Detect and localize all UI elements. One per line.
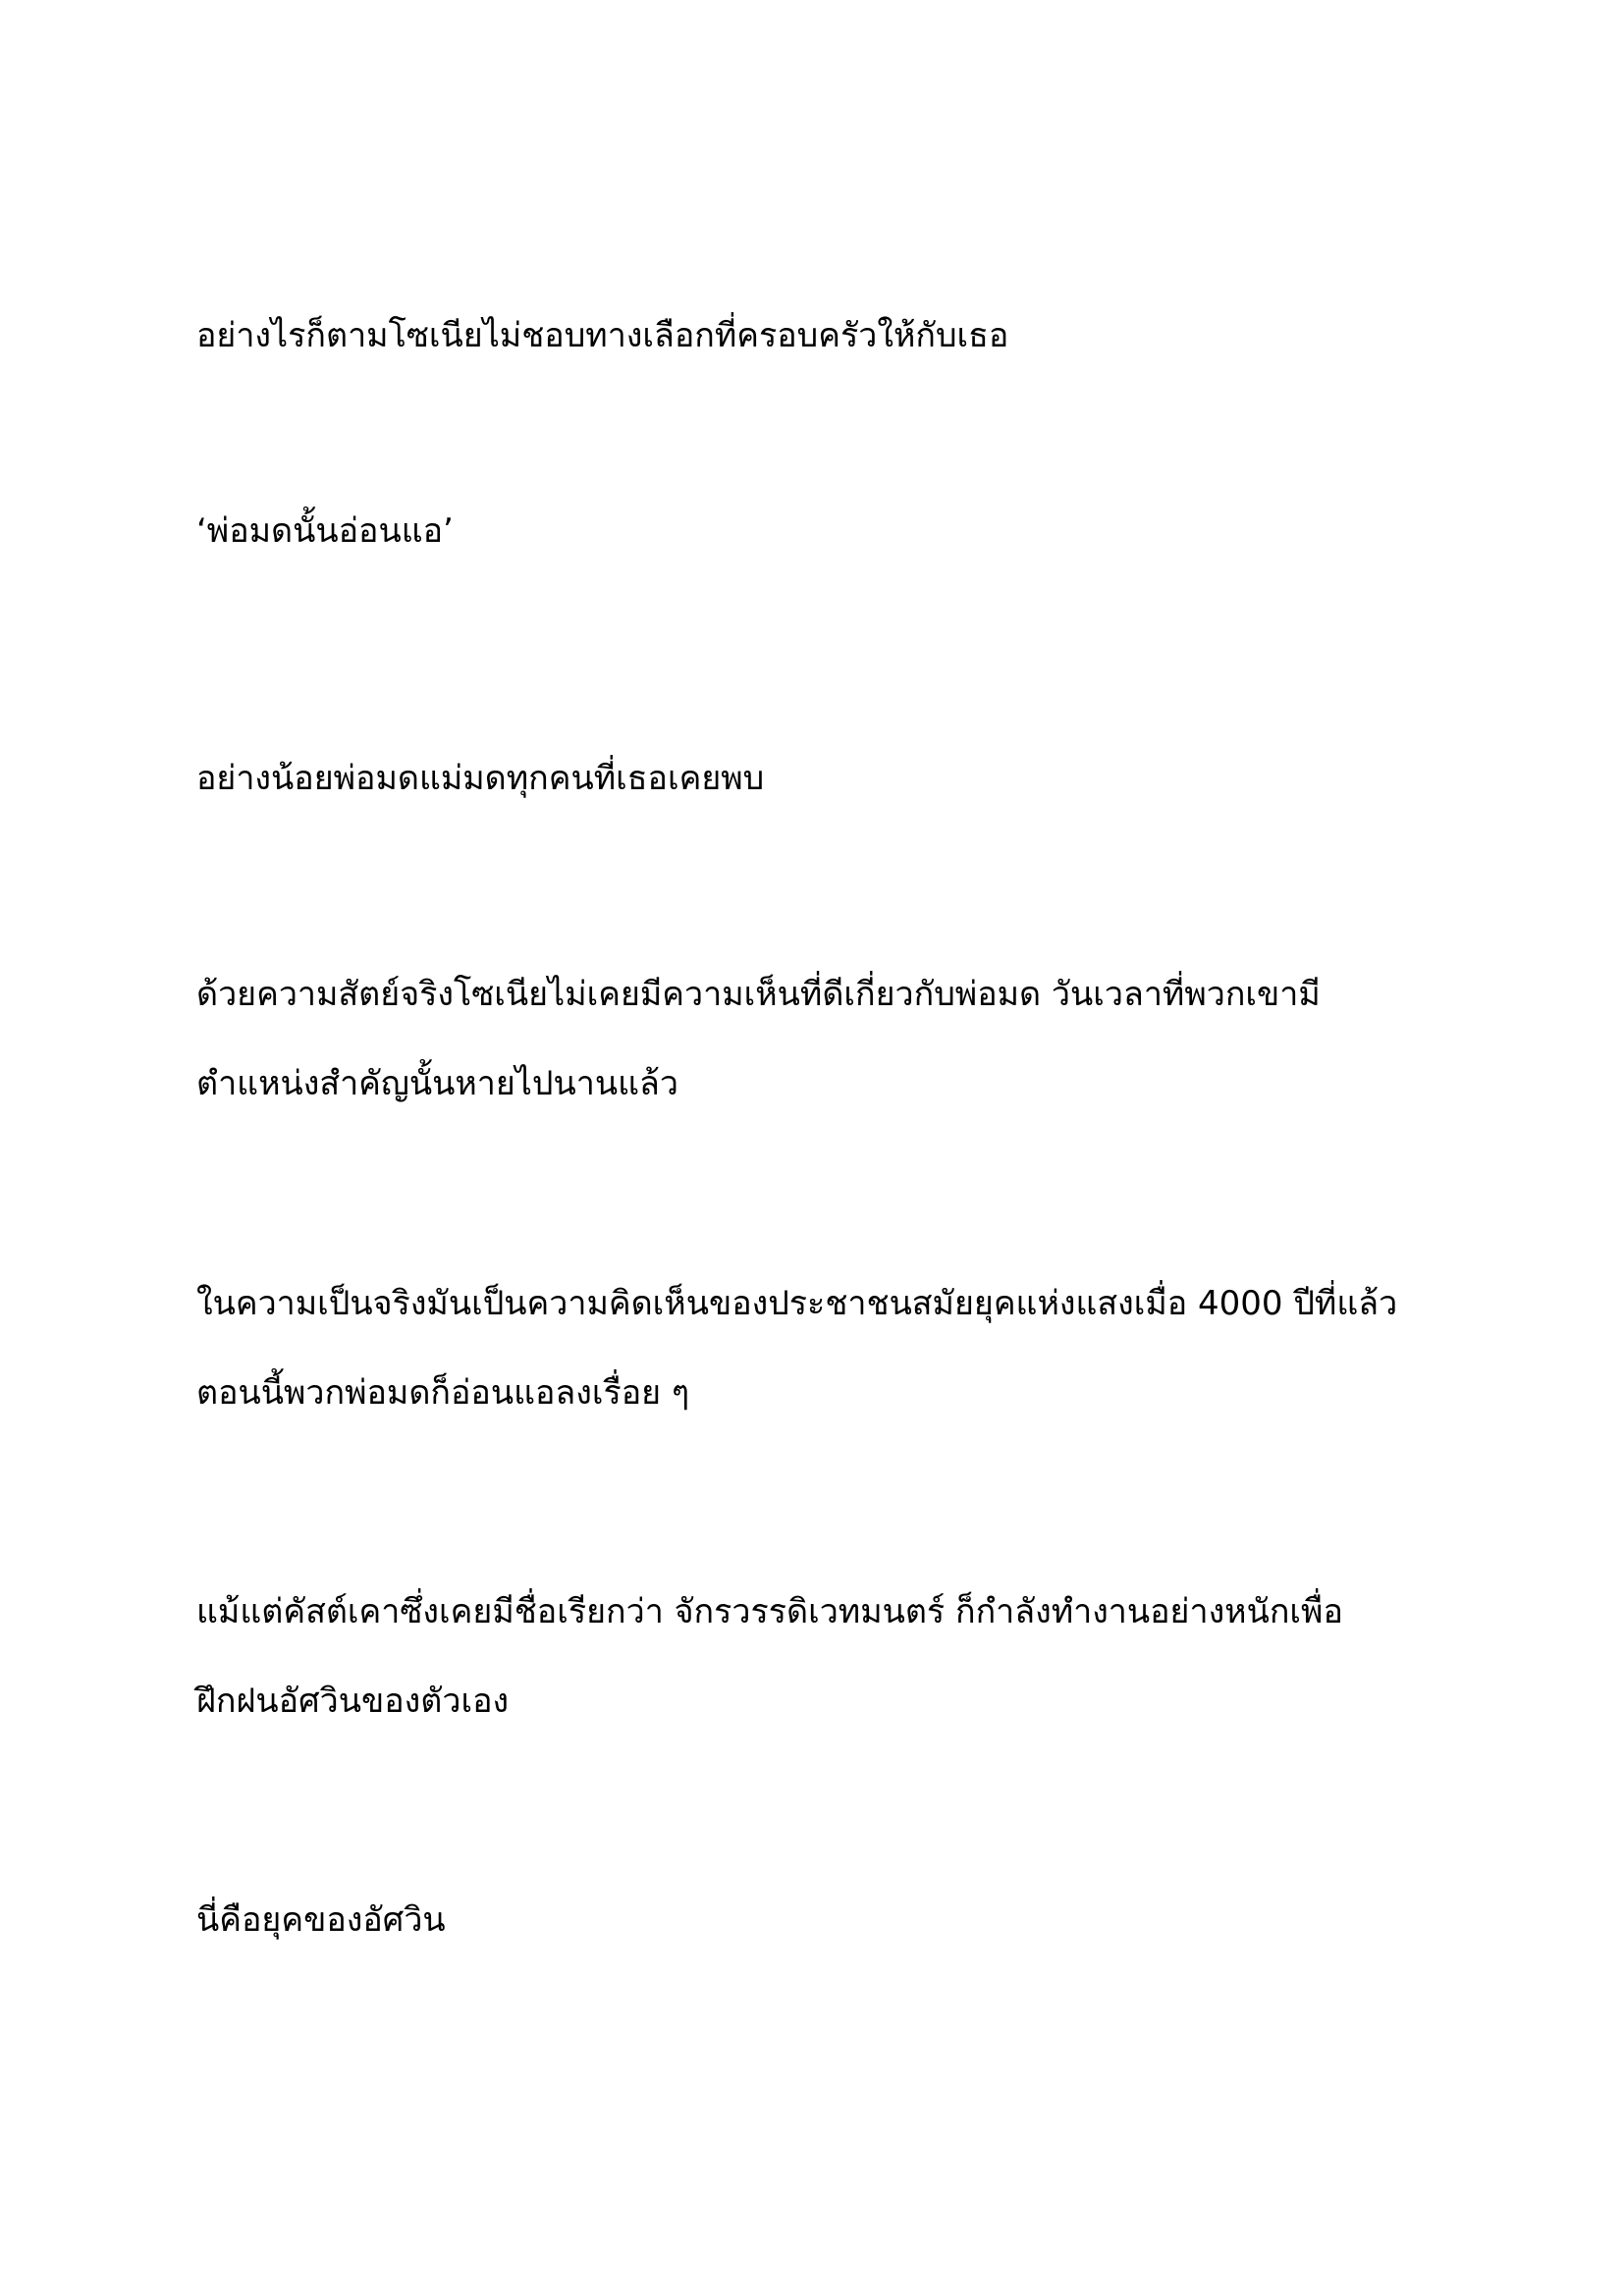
paragraph-4-line-1: ด้วยความสัตย์จริงโซเนียไม่เคยมีความเห็นที่ดีเกี่ยวกับพ่อมด วันเวลาที่พวกเขามี [196, 975, 1321, 1014]
paragraph-3-line-1: อย่างน้อยพ่อมดแม่มดทุกคนที่เธอเคยพบ [196, 759, 765, 798]
paragraph-7-line-1: นี่คือยุคของอัศวิน [196, 1900, 446, 1940]
paragraph-2-line-1: ‘พ่อมดนั้นอ่อนแอ’ [196, 511, 454, 551]
paragraph-4-line-2: ตำแหน่งสำคัญนั้นหายไปนานแล้ว [196, 1064, 678, 1103]
paragraph-5-line-1: ในความเป็นจริงมันเป็นความคิดเห็นของประชาชนสมัยยุคแห่งแสงเมื่อ 4000 ปีที่แล้ว [196, 1284, 1398, 1323]
paragraph-5-line-2: ตอนนี้พวกพ่อมดก็อ่อนแอลงเรื่อย ๆ [196, 1373, 690, 1413]
paragraph-6-line-1: แม้แต่คัสต์เคาซึ่งเคยมีชื่อเรียกว่า จักรวรรดิเวทมนตร์ ก็กำลังทำงานอย่างหนักเพื่อ [196, 1592, 1343, 1631]
paragraph-1-line-1: อย่างไรก็ตามโซเนียไม่ชอบทางเลือกที่ครอบครัวให้กับเธอ [196, 316, 1009, 355]
paragraph-6-line-2: ฝึกฝนอัศวินของตัวเอง [196, 1682, 510, 1721]
